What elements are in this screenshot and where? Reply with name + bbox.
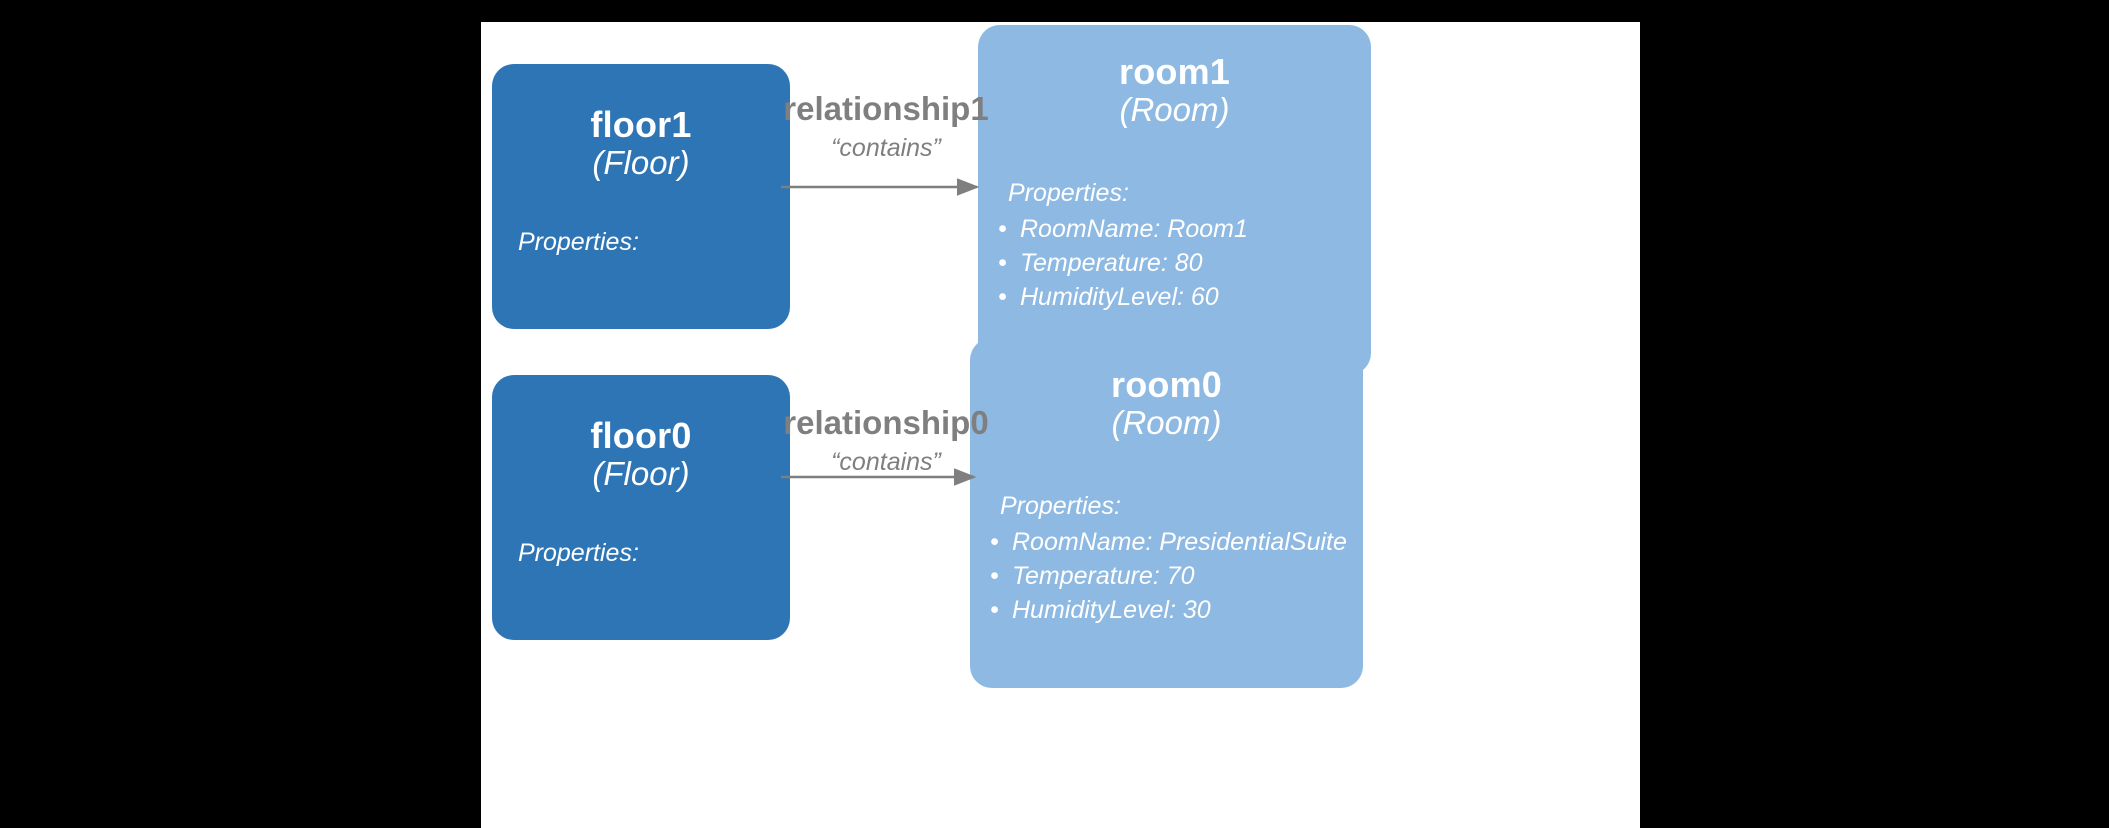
node-room1-properties-label: Properties: (1008, 178, 1129, 207)
list-item: • HumidityLevel: 30 (1012, 593, 1363, 627)
node-room0-title: room0 (1110, 364, 1223, 405)
edge-relationship1-label (736, 90, 1036, 163)
list-item: • RoomName: Room1 (1020, 212, 1371, 246)
node-room1-title: room1 (1118, 51, 1231, 92)
node-floor1-type: (Floor) (592, 143, 690, 181)
list-item: • RoomName: PresidentialSuite (1012, 525, 1363, 559)
node-floor0-properties-label: Properties: (518, 538, 639, 567)
node-floor0-title: floor0 (590, 415, 692, 456)
diagram-canvas (481, 22, 1640, 828)
list-item: • HumidityLevel: 60 (1020, 280, 1371, 314)
node-room0[interactable] (970, 338, 1363, 688)
node-room1[interactable] (978, 25, 1371, 375)
edge-relationship0-label (736, 404, 1036, 477)
list-item: • Temperature: 70 (1012, 559, 1363, 593)
list-item: • Temperature: 80 (1020, 246, 1371, 280)
edge-relationship1-name: relationship1 (783, 90, 989, 127)
edge-relationship0-kind: “contains” (831, 448, 941, 476)
node-floor1-properties-label: Properties: (518, 227, 639, 256)
node-room1-type: (Room) (1119, 90, 1230, 128)
node-floor0-type: (Floor) (592, 454, 690, 492)
edge-relationship0-name: relationship0 (783, 404, 989, 441)
edge-relationship1-kind: “contains” (831, 134, 941, 162)
node-room1-properties-list (978, 212, 1371, 314)
node-room0-properties-label: Properties: (1000, 491, 1121, 520)
node-floor1-title: floor1 (590, 104, 692, 145)
node-room0-properties-list (970, 525, 1363, 627)
node-room0-type: (Room) (1111, 403, 1222, 441)
